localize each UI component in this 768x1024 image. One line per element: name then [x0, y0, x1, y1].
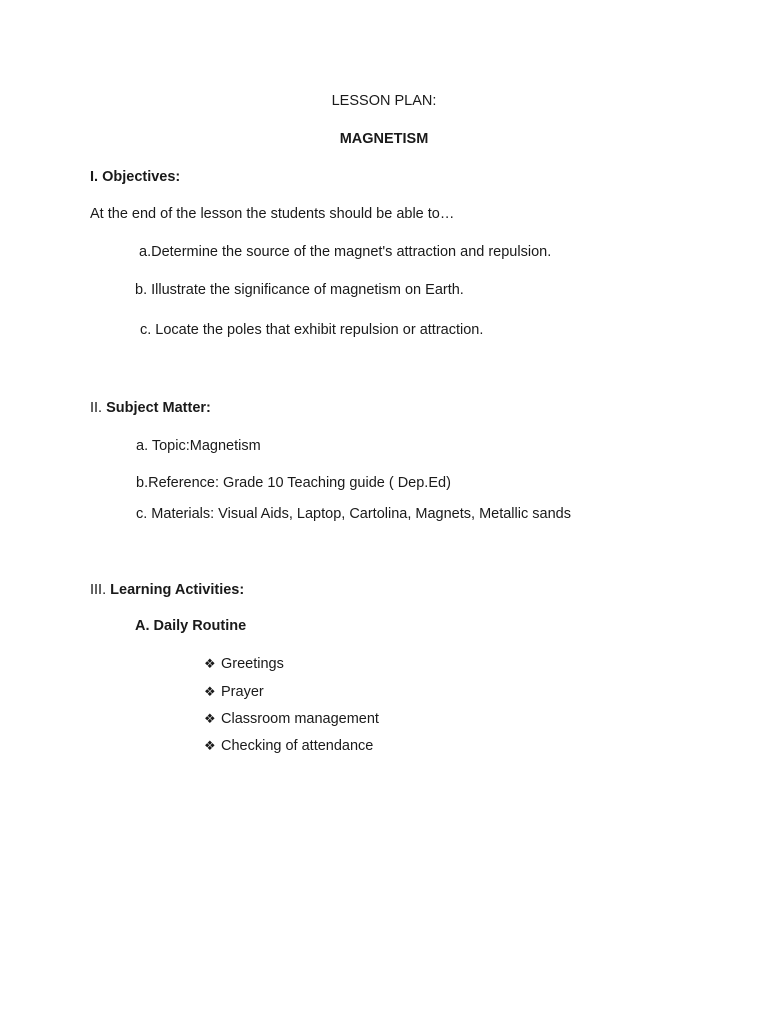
objectives-intro: At the end of the lesson the students should be able to… [90, 206, 455, 222]
list-item [204, 655, 284, 673]
subject-matter-topic: a. Topic:Magnetism [136, 438, 261, 454]
list-item [204, 737, 373, 755]
objective-item-c: c. Locate the poles that exhibit repulsion or attraction. [140, 322, 484, 338]
list-item-label: Classroom management [221, 711, 379, 727]
learning-activities-label: Learning Activities: [110, 582, 245, 598]
objective-item-a: a.Determine the source of the magnet's attraction and repulsion. [139, 244, 552, 260]
document-title: LESSON PLAN: [331, 93, 437, 109]
subject-matter-heading [90, 399, 211, 417]
learning-activities-heading [90, 581, 244, 599]
subject-matter-numeral: II. [90, 400, 107, 416]
subject-matter-label: Subject Matter: [106, 400, 211, 416]
list-item-label: Greetings [221, 656, 284, 672]
subject-title: MAGNETISM [339, 131, 429, 147]
subject-matter-materials: c. Materials: Visual Aids, Laptop, Cartolina, Magnets, Metallic sands [136, 506, 571, 522]
objectives-heading: I. Objectives: [90, 169, 181, 185]
diamond-bullet-icon: ❖ [204, 738, 216, 753]
subject-matter-reference: b.Reference: Grade 10 Teaching guide ( Dep.Ed) [136, 475, 451, 491]
diamond-bullet-icon: ❖ [204, 711, 216, 726]
objective-item-b: b. Illustrate the significance of magnetism on Earth. [135, 282, 464, 298]
daily-routine-heading: A. Daily Routine [135, 618, 247, 634]
diamond-bullet-icon: ❖ [204, 656, 216, 671]
list-item [204, 683, 264, 701]
list-item [204, 710, 379, 728]
diamond-bullet-icon: ❖ [204, 684, 216, 699]
learning-activities-numeral: III. [90, 582, 111, 598]
list-item-label: Prayer [221, 684, 264, 700]
list-item-label: Checking of attendance [221, 738, 374, 754]
